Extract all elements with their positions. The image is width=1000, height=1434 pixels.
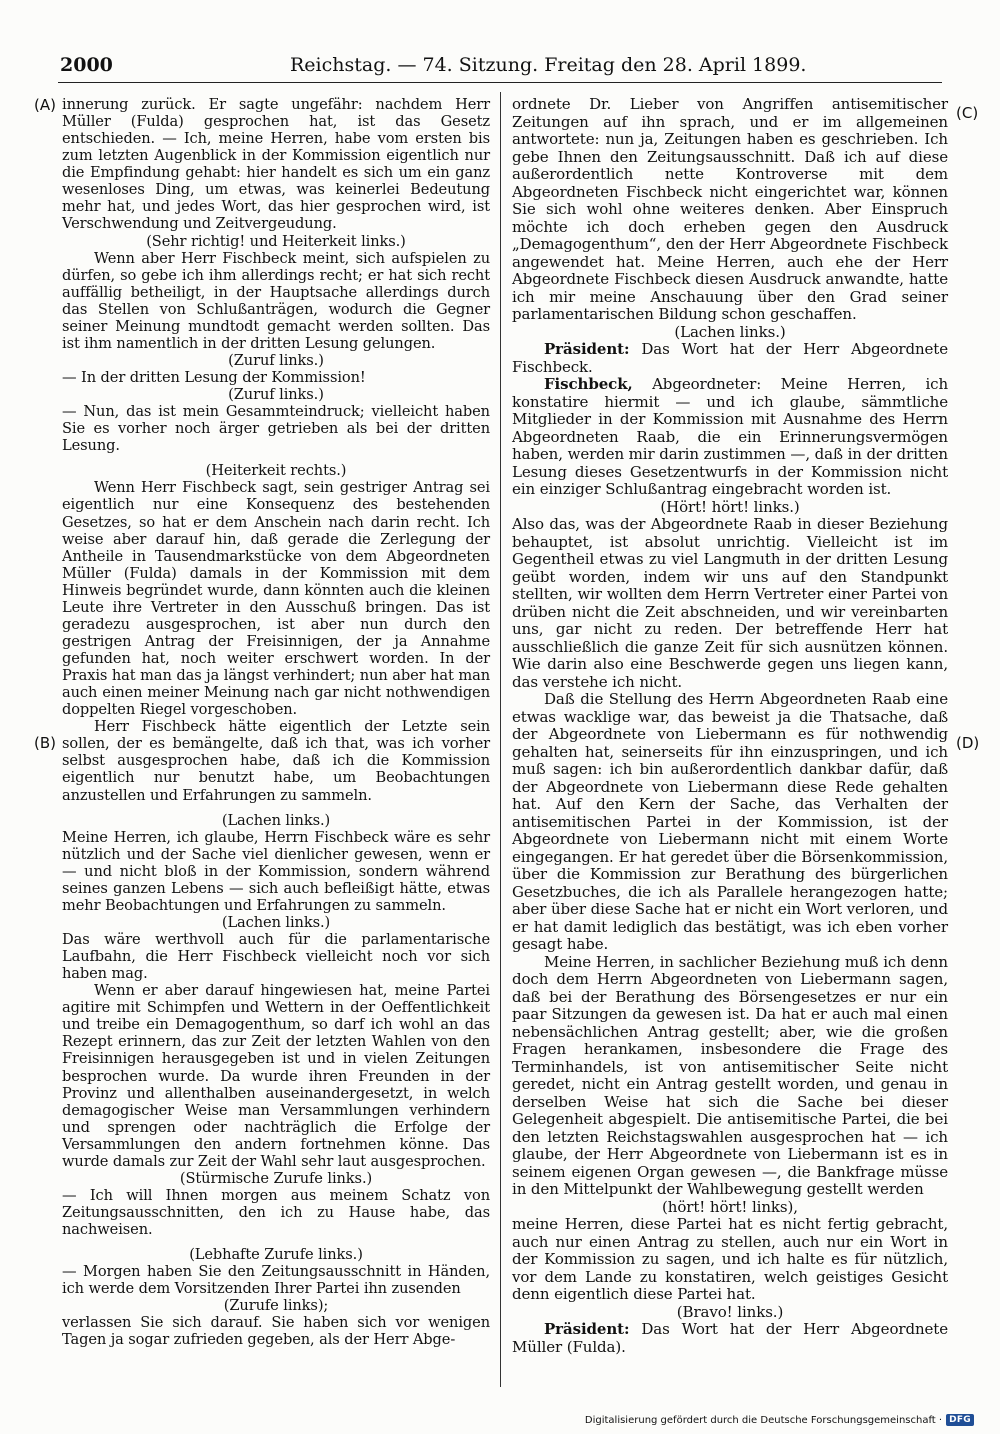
paragraph-continuation: verlassen Sie sich darauf. Sie haben sich vor wenigen Tagen ja sogar zufrieden gegeben, als der Herr Abge- — [62, 1314, 490, 1349]
margin-mark-c: (C) — [956, 104, 979, 122]
interjection: (Lachen links.) — [221, 811, 331, 829]
interjection: (Lebhafte Zurufe links.) — [189, 1246, 363, 1264]
paragraph: Meine Herren, in sachlicher Beziehung muß ich denn doch dem Herrn Abgeordneten von Liebermann sagen, daß bei der Berathung des Börsengesetzes er nur ein paar Sitzungen da gewesen ist. Da hat er auch mal einen nebensächlichen Antrag gestellt; aber, wie die großen Fragen herankamen, insbesondere die Frage des Terminhandels, ist von antisemitischer Seite nicht geredet, nicht ein Antrag gestellt worden, und genau in derselben Weise hat sich die Sache bei dieser Gelegenheit abgespielt. Die antisemitische Partei, die bei den letzten Reichstagswahlen ausgesprochen hat — ich glaube, der Herr Abgeordnete von Liebermann ist es in seinem eigenen Organ gewesen —, die Bankfrage müsse in den Mittelpunkt der Wahlbewegung gestellt werden — [512, 952, 948, 1198]
paragraph: Wenn er aber darauf hingewiesen hat, meine Partei agitire mit Schimpfen und Wettern in der Oeffentlichkeit und treibe ein Demagogenthum, so darf ich wohl an das Rezept erinnern, das zur Zeit der letzten Wahlen von den Freisinnigen herausgegeben ist und in vielen Zeitungen besprochen wurde. Da wurde ihren Freunden in der Provinz und allenthalben auseinandergesetzt, in welch demagogischer Weise man Versammlungen verhindern und sprengen oder nachträglich die Erfolge der Versammlungen den andern fortnehmen könne. Das wurde damals zur Zeit der Wahl sehr laut ausgesprochen. — [62, 982, 490, 1170]
interjection: (Lachen links.) — [221, 913, 331, 931]
page-title: Reichstag. — 74. Sitzung. Freitag den 28. April 1899. — [290, 54, 807, 76]
speaker-name: Präsident: — [544, 1320, 630, 1338]
interjection: (Zuruf links.) — [228, 351, 324, 369]
interjection: (Zurufe links); — [223, 1297, 329, 1315]
margin-mark-a: (A) — [34, 96, 56, 114]
speech-text: Abgeordneter: Meine Herren, ich konstatire hiermit — und ich glaube, sämmtliche Mitglieder in der Kommission mit Ausnahme des Herrn Abgeordneten Raab, die ein Erinnerungsvermögen haben, werden mir darin zustimmen —, daß in der dritten Lesung dieses Gesetzentwurfs in der Kommission nicht ein einziger Schlußantrag eingebracht worden ist. — [512, 375, 949, 498]
interjection: (Lachen links.) — [674, 322, 786, 341]
speaker-name: Fischbeck, — [544, 375, 633, 393]
interjection: (Stürmische Zurufe links.) — [179, 1169, 373, 1187]
interjection: (hört! hört! links), — [662, 1197, 798, 1216]
page-number: 2000 — [60, 54, 113, 76]
paragraph-continuation: ordnete Dr. Lieber von Angriffen antisemitischer Zeitungen auf ihn sprach, und er im allgemeinen antwortete: nun ja, Zeitungen haben es geschrieben. Ich gebe Ihnen den Zeitungsausschnitt. Daß ich auf diese außerordentlich nette Kontroverse mit dem Abgeordneten Fischbeck nicht eingerichtet war, können Sie sich wohl ohne weiteres denken. Aber Einspruch möchte ich doch erheben gegen den Ausdruck „Demagogenthum“, den der Herr Abgeordnete Fischbeck angewendet hat. Meine Herren, auch ehe der Herr Abgeordnete Fischbeck diesen Ausdruck anwandte, hatte ich mir meine Anschauung über den Grad seiner parlamentarischen Bildung schon geschaffen. — [512, 95, 948, 323]
header-rule — [58, 82, 942, 83]
paragraph-continuation: — In der dritten Lesung der Kommission! — [62, 369, 366, 386]
interjection: (Hört! hört! links.) — [660, 497, 800, 516]
paragraph: Daß die Stellung des Herrn Abgeordneten Raab eine etwas wacklige war, das beweist ja die Thatsache, daß der Abgeordnete von Liebermann es für nothwendig gehalten hat, seinerseits für ihn einzuspringen, und ich muß sagen: ich bin außerordentlich dankbar dafür, daß der Abgeordnete von Liebermann diese Rede gehalten hat. Auf den Kern der Sache, das Verhalten der antisemitischen Partei in der Kommission, ist der Abgeordnete von Liebermann nicht mit einem Worte eingegangen. Er hat geredet über die Börsenkommission, über die Kommission zur Berathung des bürgerlichen Gesetzbuches, die ich als Parallele herangezogen hatte; aber über diese Sache hat er nicht ein Wort verloren, und er hat damit lediglich das bestätigt, was ich eben vorher gesagt habe. — [512, 690, 948, 953]
interjection: (Sehr richtig! und Heiterkeit links.) — [146, 232, 406, 250]
paragraph-continuation: Das wäre werthvoll auch für die parlamentarische Laufbahn, die Herr Fischbeck vielleicht noch vor sich haben mag. — [62, 931, 490, 983]
speech-text: Das Wort hat der Herr Abgeordnete Fischbeck. — [512, 340, 948, 376]
paragraph-continuation: meine Herren, diese Partei hat es nicht fertig gebracht, auch nur einen Antrag zu stellen, auch nur ein Wort in der Kommission zu sagen, und ich halte es für nützlich, vor dem Lande zu konstatiren, welch geistiges Gesicht denn eigentlich diese Partei hat. — [512, 1215, 948, 1303]
paragraph: Herr Fischbeck hätte eigentlich der Letzte sein sollen, der es bemängelte, daß ich that, was ich vorher selbst ausgesprochen habe, daß ich die Kommission eigentlich nur benutzt habe, um Beobachtungen anzustellen und Erfahrungen zu sammeln. — [62, 718, 490, 804]
paragraph-continuation: innerung zurück. Er sagte ungefähr: nachdem Herr Müller (Fulda) gesprochen hat, ist das Gesetz entschieden. — Ich, meine Herren, habe vom ersten bis zum letzten Augenblick in der Kommission eigentlich nur die Empfindung gehabt: hier handelt es sich um ein ganz wesenloses Ding, um etwas, was keinerlei Bedeutung mehr hat, und jedes Wort, das hier gesprochen wird, ist Verschwendung und Zeitvergeudung. — [62, 96, 490, 233]
paragraph-continuation: — Ich will Ihnen morgen aus meinem Schatz von Zeitungsausschnitten, den ich zu Hause habe, das nachweisen. — [62, 1186, 490, 1239]
right-column — [512, 96, 948, 1356]
paragraph: Wenn aber Herr Fischbeck meint, sich aufspielen zu dürfen, so gebe ich ihm allerdings recht; er hat sich recht auffällig betheiligt, in der Hauptsache allerdings durch das Stellen von Schlußanträgen, wodurch die Gegner seiner Meinung mundtodt gemacht werden sollten. Das ist ihm namentlich in der dritten Lesung gelungen. — [62, 249, 490, 352]
margin-mark-d: (D) — [956, 734, 980, 752]
speech-text: Das Wort hat der Herr Abgeordnete Müller (Fulda). — [512, 1320, 948, 1356]
page-header — [60, 52, 940, 82]
speaker-paragraph — [512, 376, 948, 499]
interjection: (Bravo! links.) — [676, 1302, 784, 1321]
speaker-name: Präsident: — [544, 340, 630, 358]
paragraph-continuation: — Nun, das ist mein Gesammteindruck; vielleicht haben Sie es vorher noch ärger getrieben als bei der dritten Lesung. — [62, 403, 490, 455]
dfg-logo: DFG — [946, 1414, 974, 1426]
interjection: (Heiterkeit rechts.) — [205, 462, 347, 480]
left-column — [62, 96, 490, 1349]
interjection: (Zuruf links.) — [228, 386, 324, 404]
speaker-paragraph — [512, 1321, 948, 1356]
footer-credit: Digitalisierung gefördert durch die Deutsche Forschungsgemeinschaft · — [584, 1414, 943, 1426]
column-divider — [500, 92, 501, 1387]
paragraph-continuation: Meine Herren, ich glaube, Herrn Fischbeck wäre es sehr nützlich und der Sache viel dienlicher gewesen, wenn er — und nicht bloß in der Kommission, sondern während seines ganzen Lebens — sich auch befleißigt hätte, etwas mehr Beobachtungen und Erfahrungen zu sammeln. — [62, 828, 490, 914]
paragraph: Wenn Herr Fischbeck sagt, sein gestriger Antrag sei eigentlich nur eine Konsequenz des bestehenden Gesetzes, so hat er dem Anschein nach darin recht. Ich weise aber darauf hin, daß gerade die Zerlegung der Antheile in Tausendmarkstücke von dem Abgeordneten Müller (Fulda) damals in der Kommission mit dem Hinweis begründet wurde, dann könnten auch die kleinen Leute ihre Vertreter in den Ausschuß bringen. Das ist geradezu ausgesprochen, ist aber nun durch den gestrigen Antrag der Freisinnigen, der ja Annahme gefunden hat, noch weiter erschwert worden. In der Praxis hat man das ja längst verhindert; nun aber hat man auch einen meiner Meinung nach gar nicht nothwendigen doppelten Riegel vorgeschoben. — [62, 479, 490, 719]
footer — [585, 1414, 974, 1426]
margin-mark-b: (B) — [34, 734, 56, 752]
paragraph-continuation: — Morgen haben Sie den Zeitungsausschnitt in Händen, ich werde dem Vorsitzenden Ihrer Partei ihn zusenden — [62, 1263, 490, 1298]
speaker-paragraph — [512, 341, 948, 376]
paragraph-continuation: Also das, was der Abgeordnete Raab in dieser Beziehung behauptet, ist absolut unrichtig. Vielleicht ist im Gegentheil etwas zu viel Langmuth in der dritten Lesung geübt worden, indem wir uns auf den Standpunkt stellten, wir wollten dem Herrn Vertreter einer Partei von drüben nicht die Zeit abschneiden, und wir vereinbarten uns, gar nicht zu reden. Der betreffende Herr hat ausschließlich die ganze Zeit für sich ausnützen können. Wie darin also eine Beschwerde gegen uns liegen kann, das verstehe ich nicht. — [512, 515, 948, 691]
